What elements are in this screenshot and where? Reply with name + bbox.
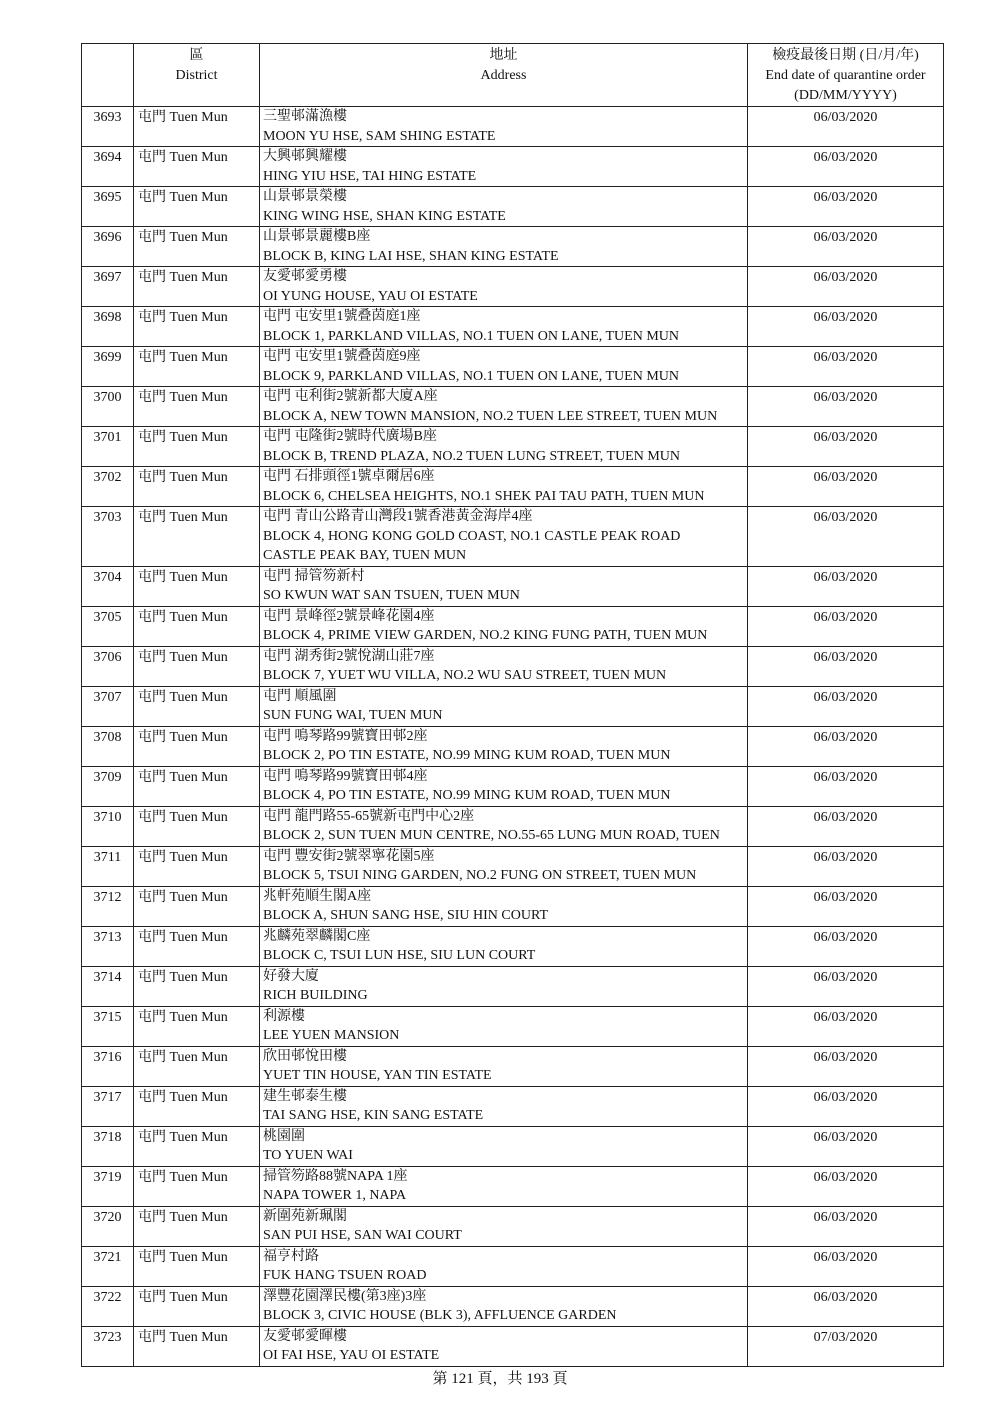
row-district: 屯門 Tuen Mun [134,766,260,806]
row-end-date: 06/03/2020 [748,387,944,427]
table-row [82,1326,944,1366]
address-line: 屯門 屯安里1號叠茵庭1座 [263,309,421,324]
row-index: 3707 [82,686,134,726]
row-index: 3696 [82,227,134,267]
row-district: 屯門 Tuen Mun [134,926,260,966]
address-line: BLOCK B, KING LAI HSE, SHAN KING ESTATE [263,248,559,264]
address-line: 屯門 屯利街2號新都大廈A座 [263,389,438,404]
row-district: 屯門 Tuen Mun [134,1166,260,1206]
address-line: BLOCK 9, PARKLAND VILLAS, NO.1 TUEN ON LANE, TUEN MUN [263,368,679,384]
address-line: 屯門 順風圍 [263,688,337,704]
address-line: 山景邨景麗樓B座 [263,229,371,244]
row-district: 屯門 Tuen Mun [134,1286,260,1326]
address-line: 屯門 龍門路55-65號新屯門中心2座 [263,808,475,824]
row-index: 3722 [82,1286,134,1326]
address-line: TO YUEN WAI [263,1148,353,1163]
row-end-date: 06/03/2020 [748,187,944,227]
table-row [82,387,944,427]
row-index: 3706 [82,646,134,686]
table-row [82,347,944,387]
row-address [260,926,748,966]
row-end-date: 07/03/2020 [748,1326,944,1366]
row-end-date: 06/03/2020 [748,427,944,467]
table-row [82,1006,944,1046]
row-index: 3704 [82,566,134,606]
row-district: 屯門 Tuen Mun [134,387,260,427]
row-address [260,1046,748,1086]
address-line: 屯門 豐安街2號翠寧花園5座 [263,848,435,864]
row-district: 屯門 Tuen Mun [134,806,260,846]
table-row [82,1166,944,1206]
address-line: BLOCK 3, CIVIC HOUSE (BLK 3), AFFLUENCE GARDEN [263,1308,617,1323]
table-row [82,726,944,766]
row-district: 屯門 Tuen Mun [134,726,260,766]
row-index: 3719 [82,1166,134,1206]
row-index: 3694 [82,147,134,187]
row-end-date: 06/03/2020 [748,926,944,966]
row-district: 屯門 Tuen Mun [134,467,260,507]
address-line: 桃園圍 [263,1128,305,1144]
row-end-date: 06/03/2020 [748,1246,944,1286]
address-line: 掃管笏路88號NAPA 1座 [263,1168,408,1184]
address-line: 福亨村路 [263,1248,319,1264]
row-district: 屯門 Tuen Mun [134,1206,260,1246]
row-index: 3699 [82,347,134,387]
row-district: 屯門 Tuen Mun [134,427,260,467]
row-end-date: 06/03/2020 [748,107,944,147]
row-end-date: 06/03/2020 [748,686,944,726]
address-line: BLOCK 5, TSUI NING GARDEN, NO.2 FUNG ON STREET, TUEN MUN [263,868,697,883]
address-line: BLOCK A, NEW TOWN MANSION, NO.2 TUEN LEE STREET, TUEN MUN [263,408,718,424]
row-district: 屯門 Tuen Mun [134,267,260,307]
row-end-date: 06/03/2020 [748,766,944,806]
address-line: SAN PUI HSE, SAN WAI COURT [263,1228,462,1243]
address-line: 屯門 石排頭徑1號卓爾居6座 [263,469,435,484]
table-row [82,1286,944,1326]
address-line: 屯門 湖秀街2號悅湖山莊7座 [263,648,435,664]
table-row [82,1046,944,1086]
row-address [260,1246,748,1286]
header-date-format: (DD/MM/YYYY) [794,88,897,103]
table-row [82,227,944,267]
row-index: 3701 [82,427,134,467]
row-end-date: 06/03/2020 [748,846,944,886]
table-row [82,267,944,307]
address-line: LEE YUEN MANSION [263,1028,400,1043]
row-district: 屯門 Tuen Mun [134,347,260,387]
row-index: 3717 [82,1086,134,1126]
address-line: 大興邨興耀樓 [263,149,347,164]
row-end-date: 06/03/2020 [748,1046,944,1086]
row-end-date: 06/03/2020 [748,726,944,766]
address-line: 屯門 屯安里1號叠茵庭9座 [263,349,421,364]
row-address [260,227,748,267]
row-index: 3703 [82,507,134,567]
row-address [260,427,748,467]
row-end-date: 06/03/2020 [748,646,944,686]
address-line: OI FAI HSE, YAU OI ESTATE [263,1348,440,1363]
row-district: 屯門 Tuen Mun [134,1246,260,1286]
address-line: 屯門 鳴琴路99號寶田邨2座 [263,728,428,744]
table-row [82,147,944,187]
row-end-date: 06/03/2020 [748,347,944,387]
address-line: 好發大廈 [263,968,319,984]
address-line: 屯門 屯隆街2號時代廣場B座 [263,429,437,444]
row-end-date: 06/03/2020 [748,507,944,567]
row-district: 屯門 Tuen Mun [134,1086,260,1126]
table-row [82,1086,944,1126]
row-address [260,507,748,567]
address-line: RICH BUILDING [263,988,368,1003]
address-line: BLOCK C, TSUI LUN HSE, SIU LUN COURT [263,948,536,963]
address-line: NAPA TOWER 1, NAPA [263,1188,407,1203]
address-line: BLOCK 4, PRIME VIEW GARDEN, NO.2 KING FUNG PATH, TUEN MUN [263,628,708,643]
row-end-date: 06/03/2020 [748,1166,944,1206]
address-line: 澤豐花園澤民樓(第3座)3座 [263,1288,427,1304]
address-line: FUK HANG TSUEN ROAD [263,1268,427,1283]
row-end-date: 06/03/2020 [748,227,944,267]
row-address [260,726,748,766]
row-end-date: 06/03/2020 [748,1086,944,1126]
address-line: 利源樓 [263,1008,305,1024]
row-address [260,1326,748,1366]
row-end-date: 06/03/2020 [748,806,944,846]
row-index: 3709 [82,766,134,806]
header-district-zh: 區 [189,48,204,63]
table-row [82,307,944,347]
header-date-zh: 檢疫最後日期 (日/月/年) [772,48,919,63]
row-index: 3713 [82,926,134,966]
table-row [82,507,944,567]
table-row [82,1246,944,1286]
row-end-date: 06/03/2020 [748,1006,944,1046]
header-date-en: End date of quarantine order [765,68,926,83]
row-end-date: 06/03/2020 [748,147,944,187]
address-line: 新圍苑新珮閣 [263,1208,347,1224]
address-line: BLOCK 1, PARKLAND VILLAS, NO.1 TUEN ON LANE, TUEN MUN [263,328,679,344]
row-end-date: 06/03/2020 [748,606,944,646]
row-index: 3718 [82,1126,134,1166]
table-row [82,566,944,606]
row-district: 屯門 Tuen Mun [134,1126,260,1166]
header-district-en: District [175,68,218,83]
row-index: 3705 [82,606,134,646]
row-address [260,806,748,846]
row-address [260,646,748,686]
header-address-zh: 地址 [489,48,518,63]
address-line: 友愛邨愛暉樓 [263,1328,347,1344]
table-row [82,886,944,926]
address-line: BLOCK 4, PO TIN ESTATE, NO.99 MING KUM ROAD, TUEN MUN [263,788,671,803]
row-address [260,846,748,886]
address-line: CASTLE PEAK BAY, TUEN MUN [263,548,467,563]
row-address [260,1166,748,1206]
row-end-date: 06/03/2020 [748,307,944,347]
row-index: 3716 [82,1046,134,1086]
address-line: SUN FUNG WAI, TUEN MUN [263,708,443,723]
row-address [260,606,748,646]
row-address [260,1126,748,1166]
table-header-row [82,44,944,107]
row-end-date: 06/03/2020 [748,966,944,1006]
header-district [134,44,260,107]
row-district: 屯門 Tuen Mun [134,227,260,267]
row-index: 3715 [82,1006,134,1046]
address-line: 三聖邨滿漁樓 [263,109,347,124]
row-end-date: 06/03/2020 [748,1206,944,1246]
row-index: 3721 [82,1246,134,1286]
address-line: 山景邨景榮樓 [263,189,347,204]
table-row [82,1126,944,1166]
table-row [82,187,944,227]
table-row [82,427,944,467]
row-index: 3698 [82,307,134,347]
row-address [260,107,748,147]
address-line: 屯門 青山公路青山灣段1號香港黃金海岸4座 [263,509,533,524]
address-line: 兆軒苑順生閣A座 [263,888,372,904]
row-end-date: 06/03/2020 [748,267,944,307]
row-address [260,1206,748,1246]
row-district: 屯門 Tuen Mun [134,686,260,726]
row-index: 3714 [82,966,134,1006]
row-district: 屯門 Tuen Mun [134,966,260,1006]
address-line: BLOCK A, SHUN SANG HSE, SIU HIN COURT [263,908,549,923]
table-row [82,606,944,646]
quarantine-table [81,43,944,1367]
row-district: 屯門 Tuen Mun [134,187,260,227]
address-line: 屯門 景峰徑2號景峰花園4座 [263,608,435,624]
row-end-date: 06/03/2020 [748,566,944,606]
address-line: OI YUNG HOUSE, YAU OI ESTATE [263,288,478,304]
address-line: 建生邨泰生樓 [263,1088,347,1104]
row-address [260,1006,748,1046]
row-address [260,566,748,606]
row-district: 屯門 Tuen Mun [134,1326,260,1366]
table-row [82,926,944,966]
row-district: 屯門 Tuen Mun [134,566,260,606]
address-line: 屯門 鳴琴路99號寶田邨4座 [263,768,428,784]
row-address [260,307,748,347]
address-line: BLOCK B, TREND PLAZA, NO.2 TUEN LUNG STREET, TUEN MUN [263,448,681,464]
row-index: 3695 [82,187,134,227]
address-line: SO KWUN WAT SAN TSUEN, TUEN MUN [263,588,520,603]
address-line: 友愛邨愛勇樓 [263,269,347,284]
row-address [260,467,748,507]
row-end-date: 06/03/2020 [748,886,944,926]
address-line: BLOCK 2, SUN TUEN MUN CENTRE, NO.55-65 LUNG MUN ROAD, TUEN [263,828,720,843]
table-row [82,806,944,846]
address-line: 欣田邨悅田樓 [263,1048,347,1064]
row-address [260,766,748,806]
row-address [260,886,748,926]
table-row [82,846,944,886]
header-date [748,44,944,107]
row-index: 3711 [82,846,134,886]
address-line: KING WING HSE, SHAN KING ESTATE [263,208,506,224]
row-address [260,147,748,187]
table-body [82,107,944,1367]
row-index: 3712 [82,886,134,926]
row-address [260,387,748,427]
row-address [260,1086,748,1126]
header-address [260,44,748,107]
row-end-date: 06/03/2020 [748,1126,944,1166]
row-district: 屯門 Tuen Mun [134,606,260,646]
row-index: 3708 [82,726,134,766]
row-address [260,686,748,726]
header-index [82,44,134,107]
address-line: BLOCK 6, CHELSEA HEIGHTS, NO.1 SHEK PAI TAU PATH, TUEN MUN [263,488,705,504]
address-line: BLOCK 7, YUET WU VILLA, NO.2 WU SAU STREET, TUEN MUN [263,668,667,683]
address-line: MOON YU HSE, SAM SHING ESTATE [263,128,496,144]
row-index: 3697 [82,267,134,307]
row-district: 屯門 Tuen Mun [134,147,260,187]
address-line: YUET TIN HOUSE, YAN TIN ESTATE [263,1068,492,1083]
table-row [82,467,944,507]
row-district: 屯門 Tuen Mun [134,107,260,147]
table-row [82,1206,944,1246]
row-address [260,267,748,307]
row-address [260,187,748,227]
row-index: 3693 [82,107,134,147]
table-row [82,107,944,147]
row-district: 屯門 Tuen Mun [134,507,260,567]
row-index: 3702 [82,467,134,507]
address-line: BLOCK 2, PO TIN ESTATE, NO.99 MING KUM ROAD, TUEN MUN [263,748,671,763]
address-line: TAI SANG HSE, KIN SANG ESTATE [263,1108,484,1123]
row-index: 3700 [82,387,134,427]
row-end-date: 06/03/2020 [748,1286,944,1326]
row-index: 3720 [82,1206,134,1246]
row-district: 屯門 Tuen Mun [134,846,260,886]
address-line: BLOCK 4, HONG KONG GOLD COAST, NO.1 CASTLE PEAK ROAD [263,528,681,544]
table-row [82,646,944,686]
row-district: 屯門 Tuen Mun [134,1046,260,1086]
table-row [82,686,944,726]
row-index: 3723 [82,1326,134,1366]
row-district: 屯門 Tuen Mun [134,1006,260,1046]
row-district: 屯門 Tuen Mun [134,646,260,686]
address-line: HING YIU HSE, TAI HING ESTATE [263,168,477,184]
row-index: 3710 [82,806,134,846]
row-district: 屯門 Tuen Mun [134,886,260,926]
address-line: 屯門 掃管笏新村 [263,568,365,584]
row-address [260,1286,748,1326]
row-end-date: 06/03/2020 [748,467,944,507]
row-address [260,966,748,1006]
table-row [82,766,944,806]
table-row [82,966,944,1006]
row-address [260,347,748,387]
address-line: 兆麟苑翠麟閣C座 [263,928,371,944]
row-district: 屯門 Tuen Mun [134,307,260,347]
header-address-en: Address [480,68,527,83]
page-number: 第 121 頁，共 193 頁 [432,1371,568,1387]
